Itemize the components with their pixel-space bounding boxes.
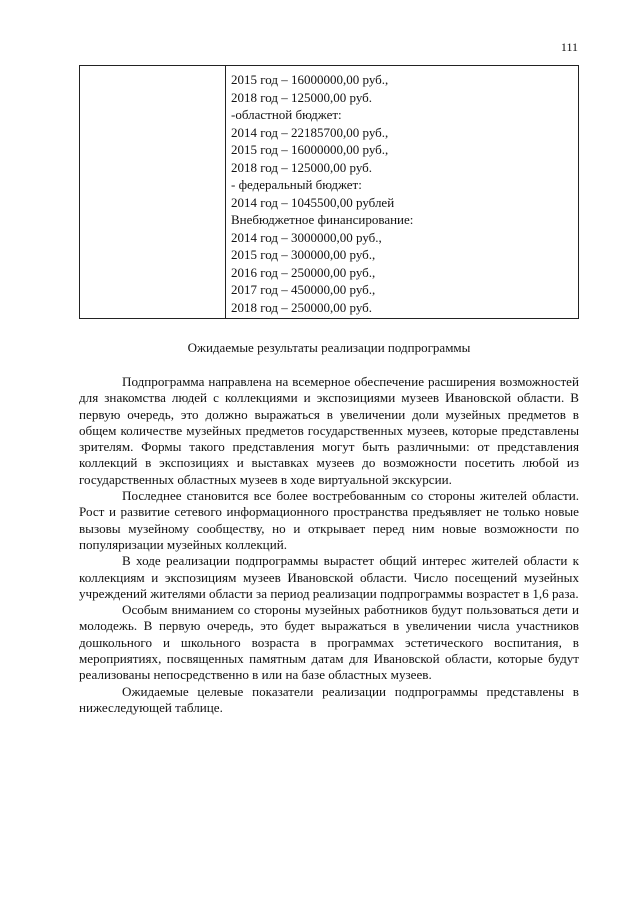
paragraph: Ожидаемые целевые показатели реализации подпрограммы представлены в нижеследующей таблице.: [79, 683, 579, 715]
funding-line: 2018 год – 125000,00 руб.: [231, 159, 373, 175]
funding-line: 2018 год – 125000,00 руб.: [231, 89, 373, 105]
funding-line: 2014 год – 1045500,00 рублей: [231, 194, 395, 210]
section-heading: Ожидаемые результаты реализации подпрограммы: [187, 340, 471, 355]
paragraph: В ходе реализации подпрограммы вырастет общий интерес жителей области к коллекциям и экспозициям музеев Ивановской области. Число посещений музейных учреждений жителями области за период реализации подпрограммы возрастет в 1,6 раза.: [79, 553, 579, 601]
funding-line: 2015 год – 300000,00 руб.,: [231, 247, 376, 262]
page-number: 111: [560, 40, 578, 54]
funding-line: 2015 год – 16000000,00 руб.,: [231, 142, 389, 157]
funding-line: 2014 год – 3000000,00 руб.,: [231, 229, 382, 245]
paragraph: Подпрограмма направлена на всемерное обеспечение расширения возможностей для знакомства людей с коллекциями и экспозициями музеев Ивановской области. В первую очередь, это должно выражаться в увеличении доли музейных предметов в общем количестве музейных предметов государственных музеев, которые представлены зрителям. Формы такого представления могут быть различными: от представления коллекций в экспозициях и выставках музеев до возможности посетить любой из государственных областных музеев в ходе виртуальной экскурсии.: [79, 374, 579, 487]
funding-table-left-cell: [80, 66, 226, 318]
paragraph: Особым вниманием со стороны музейных работников будут пользоваться дети и молодежь. В первую очередь, это будет выражаться в увеличении числа участников дошкольного и школьного возраста в программах эстетического воспитания, в мероприятиях, посвященных памятным датам для Ивановской области, которые будут реализованы непосредственно в или на базе областных музеев.: [79, 602, 579, 683]
funding-line: 2015 год – 16000000,00 руб.,: [231, 72, 389, 87]
funding-line: -областной бюджет:: [231, 107, 342, 122]
funding-table: [79, 65, 579, 319]
funding-line: 2017 год – 450000,00 руб.,: [231, 282, 376, 297]
funding-line: 2016 год – 250000,00 руб.,: [231, 264, 376, 280]
funding-line: 2018 год – 250000,00 руб.: [231, 299, 373, 315]
funding-line: Внебюджетное финансирование:: [231, 212, 414, 227]
funding-table-right-cell: [226, 66, 578, 318]
body-text: [79, 374, 579, 716]
paragraph: Последнее становится все более востребованным со стороны жителей области. Рост и развитие сетевого информационного пространства предъявляет не только новые вызовы музейному сообществу, но и открывает перед ним новые возможности по популяризации музейных коллекций.: [79, 488, 579, 552]
funding-line: - федеральный бюджет:: [231, 177, 362, 192]
funding-line: 2014 год – 22185700,00 руб.,: [231, 124, 389, 140]
